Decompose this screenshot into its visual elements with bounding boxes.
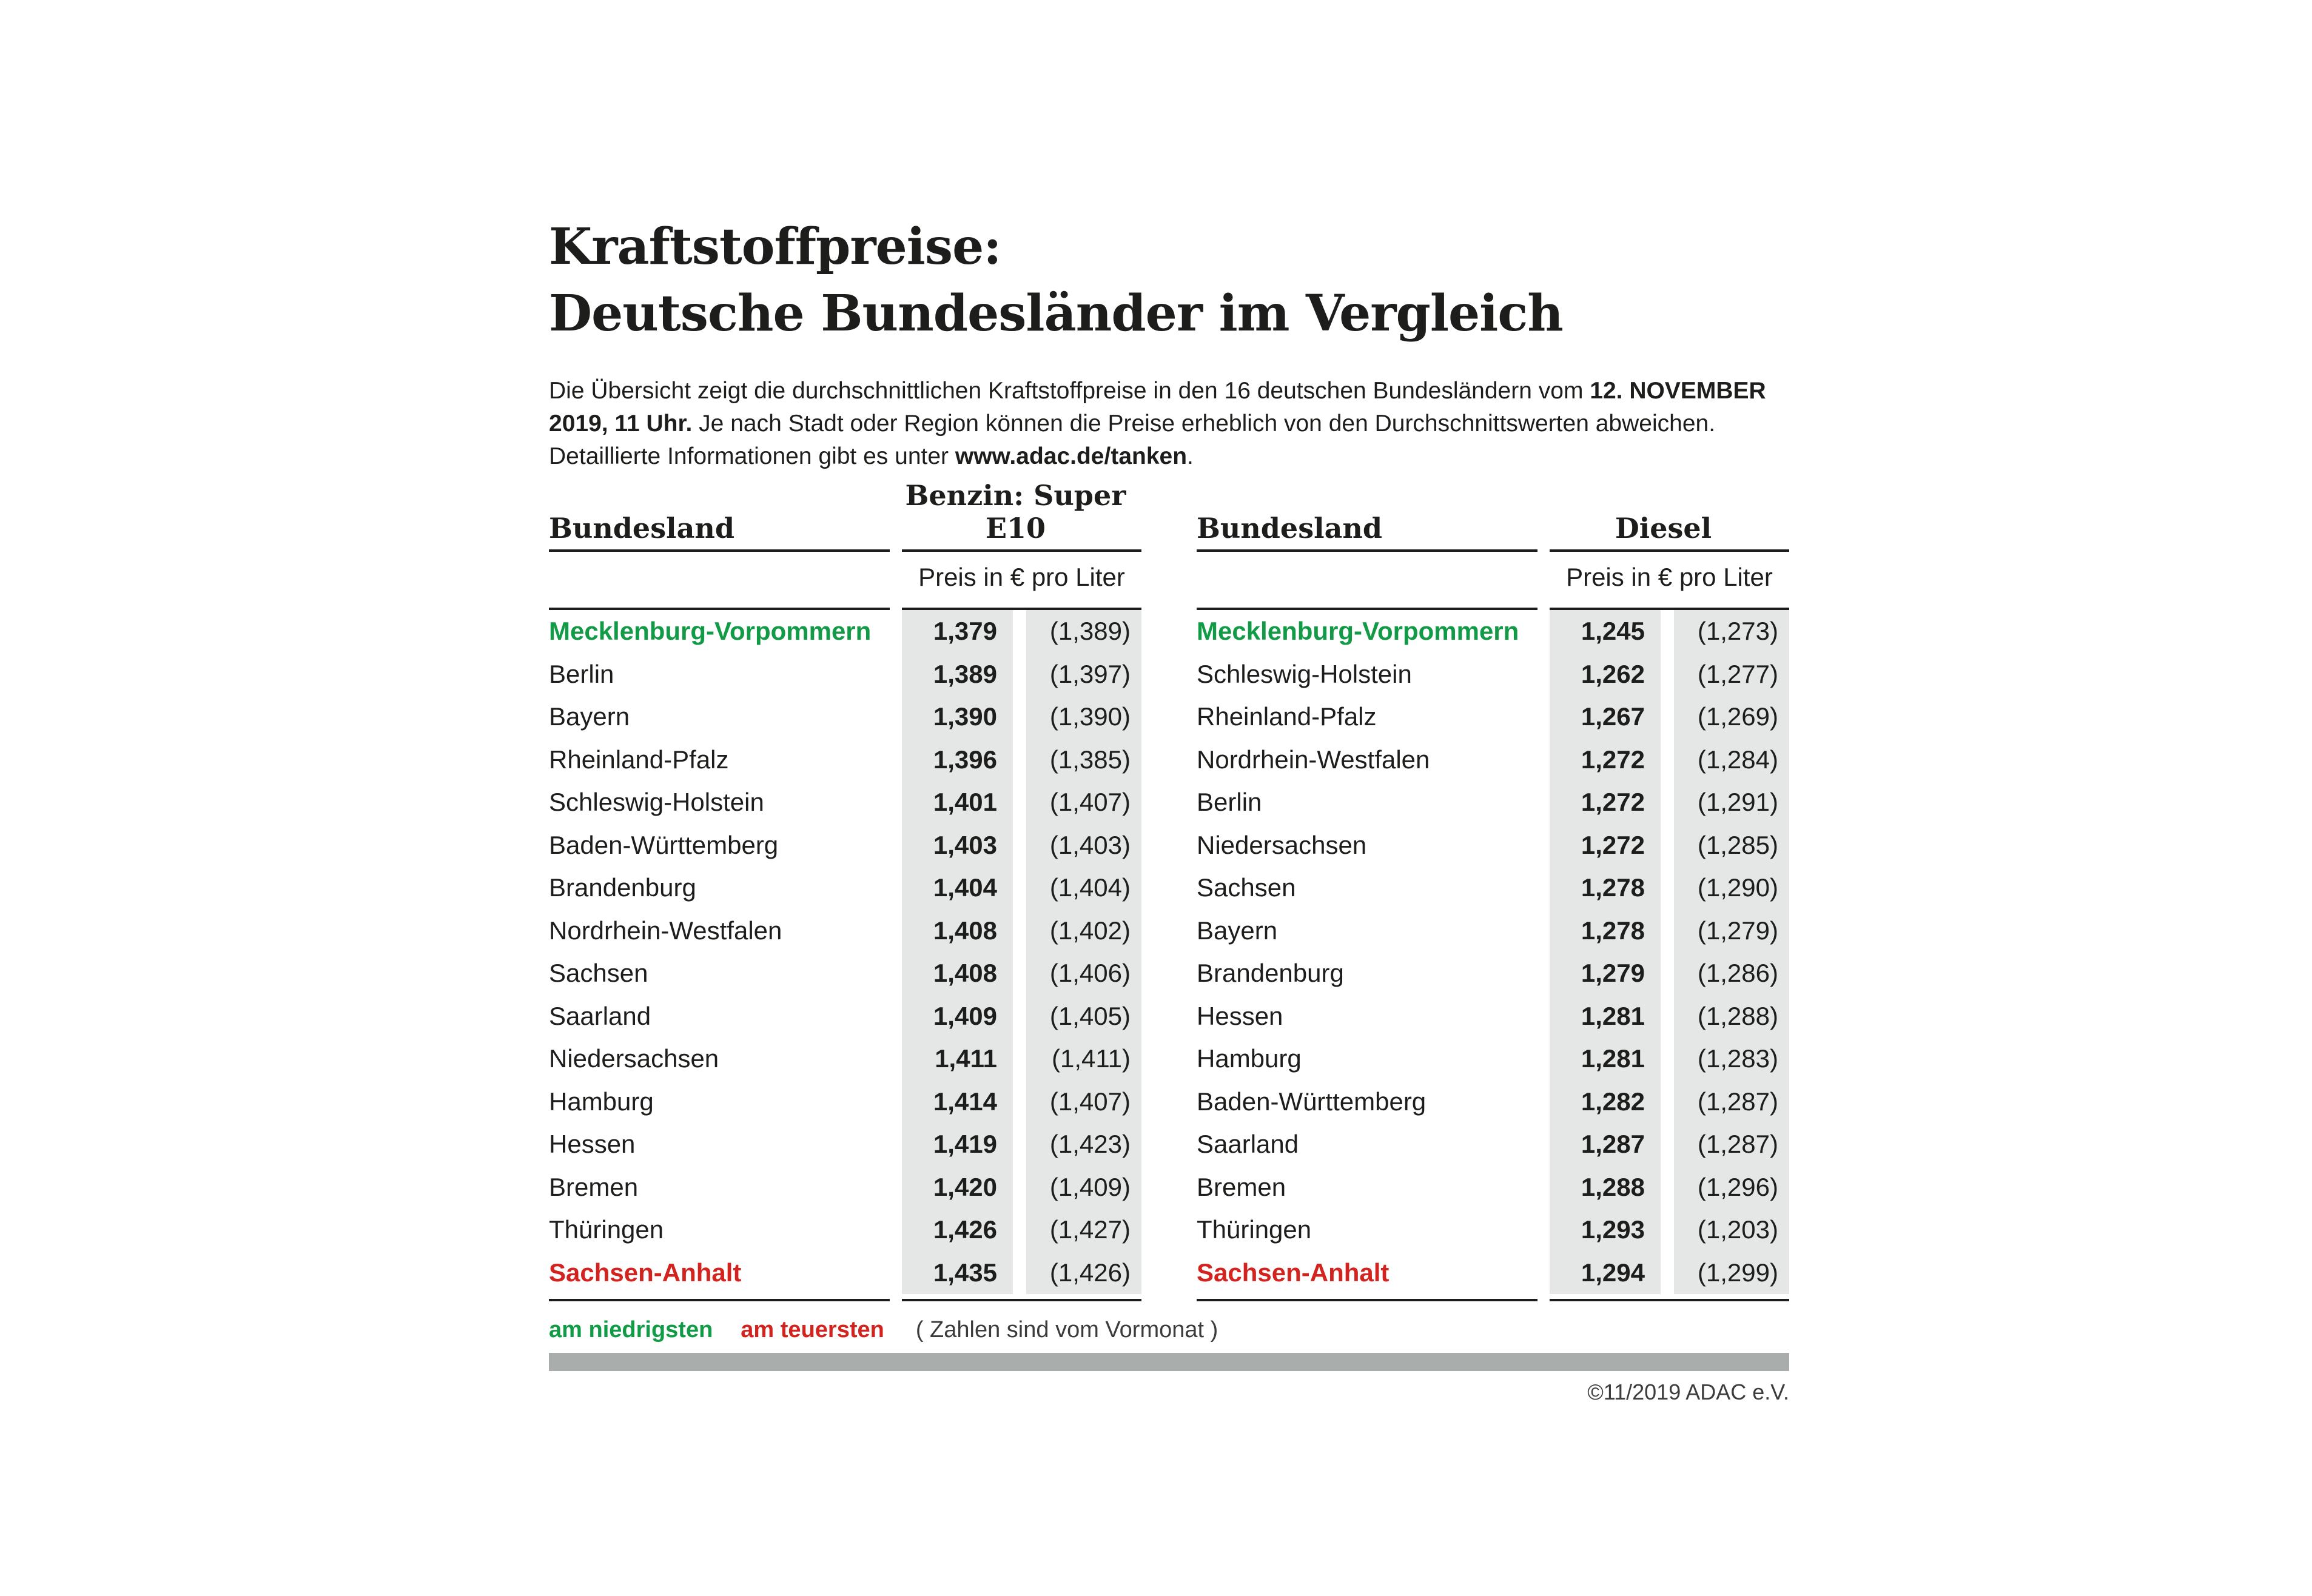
current-price-cell: 1,282 [1581, 1087, 1645, 1116]
fuel-column-header: Benzin: Super E10 [905, 479, 1126, 545]
current-price-cell: 1,396 [933, 745, 997, 774]
state-name-cell: Niedersachsen [549, 1044, 719, 1073]
current-price-cell: 1,426 [933, 1215, 997, 1244]
previous-price-cell: (1,402) [1049, 916, 1131, 945]
current-price-cell: 1,262 [1581, 659, 1645, 688]
current-price-cell: 1,267 [1581, 702, 1645, 731]
state-name-cell: Hessen [1197, 1001, 1283, 1030]
table-row [1197, 781, 1789, 824]
current-price-cell: 1,278 [1581, 873, 1645, 902]
page-title-line1: Kraftstoffpreise: [549, 218, 1001, 276]
table-rule [1197, 1299, 1789, 1301]
current-price-cell: 1,278 [1581, 916, 1645, 945]
fuel-column-header: Diesel [1615, 512, 1712, 545]
table-row [1197, 995, 1789, 1038]
current-price-cell: 1,288 [1581, 1172, 1645, 1201]
legend [549, 1317, 1789, 1343]
previous-price-cell: (1,273) [1697, 617, 1778, 646]
state-name-cell: Bremen [1197, 1172, 1286, 1201]
previous-price-cell: (1,287) [1697, 1130, 1778, 1159]
intro-text-1: Die Übersicht zeigt die durchschnittlichen Kraftstoffpreise in den 16 deutschen Bundesländern vom [549, 378, 1590, 404]
intro-paragraph [549, 375, 1789, 473]
benzin-table-header [549, 479, 1141, 545]
table-row [549, 1252, 1141, 1295]
state-name-cell: Berlin [1197, 788, 1262, 817]
state-name-cell: Mecklenburg-Vorpommern [549, 617, 872, 646]
table-row [549, 1038, 1141, 1081]
previous-price-cell: (1,405) [1049, 1001, 1131, 1030]
table-row [549, 910, 1141, 953]
page-title-line2: Deutsche Bundesländer im Vergleich [549, 284, 1563, 343]
current-price-cell: 1,390 [933, 702, 997, 731]
table-row [549, 781, 1141, 824]
divider-bar [549, 1353, 1789, 1371]
state-name-cell: Thüringen [549, 1215, 664, 1244]
state-name-cell: Nordrhein-Westfalen [549, 916, 782, 945]
current-price-cell: 1,420 [933, 1172, 997, 1201]
previous-price-cell: (1,277) [1697, 659, 1778, 688]
table-row [1197, 610, 1789, 653]
table-row [549, 995, 1141, 1038]
table-row [549, 610, 1141, 653]
state-name-cell: Baden-Württemberg [1197, 1087, 1427, 1116]
previous-price-cell: (1,404) [1049, 873, 1131, 902]
table-row [549, 653, 1141, 696]
rule-gap [890, 1299, 902, 1301]
state-name-cell: Bremen [549, 1172, 639, 1201]
current-price-cell: 1,272 [1581, 830, 1645, 859]
previous-price-cell: (1,203) [1697, 1215, 1778, 1244]
intro-text-2: Je nach Stadt oder Region können die Preise erheblich von den Durchschnittswerten abweichen. Detaillierte Informationen gibt es unter [549, 411, 1716, 469]
state-name-cell: Hessen [549, 1130, 636, 1159]
previous-price-cell: (1,403) [1049, 830, 1131, 859]
previous-price-cell: (1,385) [1049, 745, 1131, 774]
state-name-cell: Rheinland-Pfalz [549, 745, 729, 774]
benzin-table [549, 479, 1141, 1301]
state-name-cell: Sachsen-Anhalt [1197, 1258, 1390, 1287]
intro-text-3: . [1187, 443, 1194, 469]
intro-url-bold: www.adac.de/tanken [955, 443, 1188, 469]
rule-segment [1550, 1299, 1789, 1301]
state-name-cell: Saarland [549, 1001, 651, 1030]
unit-label: Preis in € pro Liter [918, 563, 1125, 591]
table-row [549, 1081, 1141, 1124]
state-name-cell: Hamburg [1197, 1044, 1302, 1073]
previous-price-cell: (1,299) [1697, 1258, 1778, 1287]
benzin-rows [549, 610, 1141, 1294]
previous-price-cell: (1,284) [1697, 745, 1778, 774]
benzin-unit-row [549, 552, 1141, 603]
rule-segment [902, 549, 1141, 552]
table-row [549, 1166, 1141, 1209]
table-row [1197, 1038, 1789, 1081]
table-row [1197, 1209, 1789, 1252]
content-area [549, 213, 1789, 1405]
current-price-cell: 1,272 [1581, 788, 1645, 817]
rule-segment [902, 1299, 1141, 1301]
copyright-note: ©11/2019 ADAC e.V. [1587, 1380, 1789, 1404]
table-row [549, 952, 1141, 995]
table-rule [549, 1299, 1141, 1301]
current-price-cell: 1,379 [933, 617, 997, 646]
previous-price-cell: (1,287) [1697, 1087, 1778, 1116]
rule-segment [1197, 549, 1537, 552]
legend-note: ( Zahlen sind vom Vormonat ) [915, 1317, 1218, 1343]
diesel-table-header [1197, 506, 1789, 545]
state-name-cell: Mecklenburg-Vorpommern [1197, 617, 1519, 646]
table-row [1197, 824, 1789, 867]
diesel-rows [1197, 610, 1789, 1294]
current-price-cell: 1,419 [933, 1130, 997, 1159]
previous-price-cell: (1,406) [1049, 959, 1131, 988]
table-row [1197, 696, 1789, 739]
table-row [1197, 653, 1789, 696]
previous-price-cell: (1,426) [1049, 1258, 1131, 1287]
table-row [549, 696, 1141, 739]
current-price-cell: 1,294 [1581, 1258, 1645, 1287]
intro-date-bold: 12. NOVEMBER 2019, 11 Uhr. [549, 378, 1766, 437]
table-row [1197, 952, 1789, 995]
table-row [1197, 739, 1789, 782]
current-price-cell: 1,281 [1581, 1044, 1645, 1073]
state-name-cell: Bayern [549, 702, 630, 731]
table-row [1197, 867, 1789, 910]
legend-lowest-label: am niedrigsten [549, 1317, 713, 1343]
state-name-cell: Schleswig-Holstein [1197, 659, 1412, 688]
previous-price-cell: (1,290) [1697, 873, 1778, 902]
price-tables [549, 479, 1789, 1301]
current-price-cell: 1,401 [933, 788, 997, 817]
table-row [549, 739, 1141, 782]
table-row [549, 1209, 1141, 1252]
state-name-cell: Sachsen-Anhalt [549, 1258, 742, 1287]
table-row [549, 824, 1141, 867]
previous-price-cell: (1,283) [1697, 1044, 1778, 1073]
table-row [549, 1123, 1141, 1166]
current-price-cell: 1,389 [933, 659, 997, 688]
rule-segment [549, 1299, 890, 1301]
current-price-cell: 1,409 [933, 1001, 997, 1030]
previous-price-cell: (1,390) [1049, 702, 1131, 731]
state-name-cell: Thüringen [1197, 1215, 1312, 1244]
rule-gap [1537, 549, 1550, 552]
table-row [1197, 1252, 1789, 1295]
diesel-table [1197, 506, 1789, 1301]
current-price-cell: 1,411 [935, 1044, 997, 1073]
previous-price-cell: (1,407) [1049, 1087, 1131, 1116]
rule-gap [1537, 1299, 1550, 1301]
rule-gap [890, 549, 902, 552]
legend-highest-label: am teuersten [741, 1317, 884, 1343]
previous-price-cell: (1,411) [1052, 1044, 1131, 1073]
current-price-cell: 1,287 [1581, 1130, 1645, 1159]
previous-price-cell: (1,285) [1697, 830, 1778, 859]
state-name-cell: Berlin [549, 659, 614, 688]
state-name-cell: Bayern [1197, 916, 1278, 945]
current-price-cell: 1,293 [1581, 1215, 1645, 1244]
rule-segment [1197, 1299, 1537, 1301]
current-price-cell: 1,435 [933, 1258, 997, 1287]
previous-price-cell: (1,409) [1049, 1172, 1131, 1201]
state-name-cell: Sachsen [549, 959, 648, 988]
table-row [1197, 1166, 1789, 1209]
current-price-cell: 1,281 [1581, 1001, 1645, 1030]
current-price-cell: 1,414 [933, 1087, 997, 1116]
rule-segment [549, 549, 890, 552]
table-row [1197, 1123, 1789, 1166]
previous-price-cell: (1,279) [1697, 916, 1778, 945]
previous-price-cell: (1,407) [1049, 788, 1131, 817]
state-column-header: Bundesland [1197, 512, 1382, 545]
unit-label: Preis in € pro Liter [1566, 563, 1773, 591]
state-name-cell: Nordrhein-Westfalen [1197, 745, 1430, 774]
table-row [549, 867, 1141, 910]
previous-price-cell: (1,389) [1049, 617, 1131, 646]
state-name-cell: Schleswig-Holstein [549, 788, 764, 817]
state-name-cell: Saarland [1197, 1130, 1299, 1159]
current-price-cell: 1,408 [933, 959, 997, 988]
state-column-header: Bundesland [549, 512, 734, 545]
previous-price-cell: (1,397) [1049, 659, 1131, 688]
state-name-cell: Hamburg [549, 1087, 654, 1116]
current-price-cell: 1,279 [1581, 959, 1645, 988]
previous-price-cell: (1,269) [1697, 702, 1778, 731]
current-price-cell: 1,404 [933, 873, 997, 902]
page-title [549, 213, 1789, 347]
table-rule [549, 549, 1141, 552]
current-price-cell: 1,408 [933, 916, 997, 945]
previous-price-cell: (1,286) [1697, 959, 1778, 988]
state-name-cell: Rheinland-Pfalz [1197, 702, 1377, 731]
previous-price-cell: (1,296) [1697, 1172, 1778, 1201]
table-rule [1197, 549, 1789, 552]
rule-segment [1550, 549, 1789, 552]
current-price-cell: 1,272 [1581, 745, 1645, 774]
state-name-cell: Sachsen [1197, 873, 1296, 902]
previous-price-cell: (1,427) [1049, 1215, 1131, 1244]
state-name-cell: Niedersachsen [1197, 830, 1367, 859]
state-name-cell: Brandenburg [1197, 959, 1344, 988]
state-name-cell: Brandenburg [549, 873, 696, 902]
previous-price-cell: (1,288) [1697, 1001, 1778, 1030]
previous-price-cell: (1,423) [1049, 1130, 1131, 1159]
state-name-cell: Baden-Württemberg [549, 830, 779, 859]
table-row [1197, 910, 1789, 953]
current-price-cell: 1,403 [933, 830, 997, 859]
previous-price-cell: (1,291) [1697, 788, 1778, 817]
table-row [1197, 1081, 1789, 1124]
diesel-unit-row [1197, 552, 1789, 603]
current-price-cell: 1,245 [1581, 617, 1645, 646]
